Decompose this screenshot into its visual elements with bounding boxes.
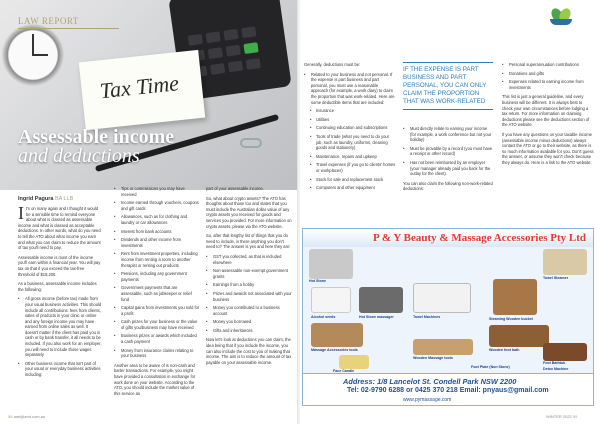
list-item: • Dividends and other income from investments <box>114 237 200 248</box>
product-image <box>489 325 549 347</box>
sub-list-item: • Tools of trade (what you need to do your job, such as laundry, uniforms, cleaning goods and stationery) <box>304 134 396 151</box>
sub-list-item: • Continuing education and subscriptions <box>304 125 396 131</box>
list-item: • Allowances, such as for clothing and laundry or car allowances <box>114 214 200 225</box>
product-image <box>413 283 471 313</box>
bullet-list <box>502 62 594 90</box>
product-label: Hot Stone massager <box>359 315 394 319</box>
product-label: Towel Machines <box>413 315 441 319</box>
paragraph: So, what about crypto assets? The ATO has thoughts about those too and states that you must include the Australian dollar value of any crypto assets you received for goods and services you provided. For more information on crypto assets, please via the ATO website. <box>206 195 292 229</box>
left-column-3 <box>206 186 292 369</box>
pull-quote: IF THE EXPENSE IS PART BUSINESS AND PART PERSONAL, YOU CAN ONLY CLAIM THE PROPORTION THAT WAS WORK-RELATED <box>403 62 493 110</box>
sub-list-item: • Insurance <box>304 108 396 114</box>
sub-list-item: • Computers and other equipment <box>304 185 396 191</box>
product-label: Massage Accessories tools <box>311 348 358 352</box>
bullet-list <box>206 254 292 334</box>
product-label: Detox Machine <box>543 367 569 371</box>
product-image <box>543 249 587 275</box>
list-item: • Income earned through vouchers, coupons and gift cards <box>114 200 200 211</box>
product-image <box>493 279 537 315</box>
list-item: • Expenses related to earning income from investments <box>502 79 594 90</box>
intro-paragraph: It's on many again and I thought it would be a sensible time to remind everyone about what is classed as assessable income and what is classed as acceptable deductions. In other words, what do you need to tell the ATO about what income you earn and what you can claim to reduce the amount of tax you'll need to pay. <box>18 203 101 251</box>
tax-time-card <box>79 50 205 130</box>
product-label: Foot Plate (Non Stone) <box>471 365 510 369</box>
paragraph: part of your assessable income. <box>206 186 264 191</box>
advertisement[interactable] <box>302 228 594 406</box>
product-image <box>413 339 473 355</box>
product-label: Foot Bathtub <box>543 361 566 365</box>
list-item: • Government payments that are assessable, such as jobkeeper or relief fund <box>114 285 200 302</box>
sub-list-item: • Stock for sale and replacement stock <box>304 177 396 183</box>
list-item: • Related to your business and not personal. If the expense is part business and part personal, you must use a reasonable approach (for example, a work diary) to claim the proportion that was work-related. Here are some deductible items that are included: <box>304 72 396 106</box>
alarm-clock-image <box>2 24 64 86</box>
list-item: • Other business income that isn't part of your usual or everyday business activities including: <box>18 361 102 378</box>
paragraph: Generally, deductions must be: <box>304 62 361 67</box>
paragraph: As a business, assessable income includes the following: <box>18 281 97 292</box>
product-image <box>309 249 353 279</box>
list-item: • Personal superannuation contributions <box>502 62 594 68</box>
list-item: • Earnings from a hobby <box>206 282 292 288</box>
sub-list-item: • Maintenance, repairs and upkeep <box>304 154 396 160</box>
list-item: • Non-assessable non-exempt government grants <box>206 268 292 279</box>
hero-image <box>0 0 298 190</box>
association-logo-icon <box>546 6 576 26</box>
right-column-2 <box>403 126 493 196</box>
paragraph: If you have any questions on your taxable income (assessable income minus deductions) always contact the ATO or go to their website, as there is so much information available for you. Don't guess the answer, or assume they won't check because they always do. Here is a link to the ATO website: <box>502 131 594 165</box>
list-item: • Pensions, including any government payments <box>114 271 200 282</box>
bullet-list <box>403 126 493 177</box>
title-line-1: Assessable income <box>18 126 175 148</box>
paragraph: Assessable income is most of the income you'll earn within a financial year. You will pay tax on that if you exceed the tax-free threshold of $18,200. <box>18 254 101 277</box>
paragraph: This list is just a general guideline, and every business will be different. It is always best to check your own circumstances before lodging a tax return. For more information on claiming deductions please see the deductions section of the ATO website. <box>502 94 590 128</box>
list-item: • Gifts and inheritances <box>206 328 292 334</box>
product-label: Wooden Massage tools <box>413 356 453 360</box>
bullet-list <box>18 296 102 377</box>
ad-address: Address: 1/8 Lancelot St. Condell Park NSW 2200 <box>343 377 517 386</box>
list-item: • Interest from bank accounts <box>114 229 200 235</box>
list-item: • Must directly relate to earning your income (for example, a work conference but not your holiday) <box>403 126 493 143</box>
sub-list-item: • Utilities <box>304 117 396 123</box>
title-line-2: and deductions <box>18 145 140 167</box>
folio-label: amt@amt.com.au <box>13 414 46 419</box>
left-folio <box>8 414 45 419</box>
list-item: • Tips or commissions you may have received <box>114 186 200 197</box>
left-column-1 <box>18 203 102 382</box>
ad-footer <box>303 373 593 405</box>
byline <box>18 196 73 202</box>
section-tag: LAW REPORT <box>18 16 79 26</box>
paperclip-icon <box>240 138 262 148</box>
article-title <box>18 128 174 166</box>
product-label: Towel Steamer <box>543 276 569 280</box>
list-item: • Prizes and awards not associated with your business <box>206 291 292 302</box>
product-image <box>339 355 369 369</box>
product-image <box>311 287 351 313</box>
tax-time-card-text: Tax Time <box>98 70 181 104</box>
list-item: • Money from insurance claims relating to your business <box>114 348 200 359</box>
list-item: • GST you collected, as that is included elsewhere <box>206 254 292 265</box>
right-column-3 <box>502 62 594 170</box>
ad-website-link[interactable]: www.pymassage.com <box>403 397 452 403</box>
section-rule <box>18 28 119 29</box>
product-label: Alcohol seeds <box>311 315 336 319</box>
bullet-list <box>114 186 200 359</box>
left-page <box>0 0 298 424</box>
list-item: • Money you contributed to a business account <box>206 305 292 316</box>
product-image <box>543 343 587 361</box>
paragraph: So, after that lengthy list of things that you do need to include, is there anything you don't need to? The answer is yes and here they are: <box>206 233 291 250</box>
list-item: • Money you borrowed <box>206 319 292 325</box>
product-image <box>359 287 403 313</box>
list-item: • Has not been reimbursed by an employer (your manager already paid you back for the outlay for the client). <box>403 160 493 177</box>
page-number: 58 <box>8 414 13 419</box>
paragraph: Now let's look at deductions you can claim, the idea being that if you include the income, you can also include the cost to you of making that income. The aim is to reduce the amount of tax payable on your assessable income. <box>206 337 292 365</box>
list-item: • Must be provable by a record (you must have a receipt or other record) <box>403 146 493 157</box>
ad-title: P & Y Beauty & Massage Accessories Pty Ltd <box>373 232 587 244</box>
list-item: • Capital gains from investments you sold for a profit <box>114 305 200 316</box>
product-image <box>311 323 363 347</box>
ad-contact: Tel: 02-9790 6288 or 0425 370 218 Email: pnyaus@gmail.com <box>347 387 549 394</box>
product-label: Steaming Wooden bucket <box>489 317 533 321</box>
product-label: Face Candle <box>333 369 355 373</box>
folio-label: WINTER 2022 <box>546 414 572 419</box>
drop-cap: I <box>18 203 24 223</box>
paragraph: Another area to be aware of is non-cash and barter transactions. For example, you might have provided a consultation in exchange for work done on your website. According to the ATO, you should include the market value of this service as <box>114 362 196 396</box>
list-item: • Business prizes or awards which included a cash payment <box>114 333 200 344</box>
page-number: 59 <box>572 414 578 419</box>
product-label: Hot Stone <box>309 279 326 283</box>
list-item: • Rent from investment properties, including income from renting a room to another therapist or renting out products <box>114 251 200 268</box>
author-name: Ingrid Pagura <box>18 196 54 202</box>
right-column-1 <box>304 62 396 195</box>
list-item: • Cash prizes for your business or the value of gifts you/business may have received <box>114 319 200 330</box>
bullet-list <box>304 72 396 191</box>
left-column-2 <box>114 186 200 400</box>
author-credentials: BA LLB <box>54 196 74 202</box>
sub-list-item: • Travel expenses (if you go to clients' homes or workplaces) <box>304 162 396 173</box>
paragraph: You can also claim the following non-work-related deductions: <box>403 180 493 192</box>
product-label: Wooden foot bath <box>489 348 520 352</box>
list-item: • Donations and gifts <box>502 71 594 77</box>
right-folio <box>546 414 577 419</box>
list-item: • All gross income (before tax) made from your usual business activities. This should include all contributions: fees from clients, sales of products in your clinic or online and any foreign income you may have earned from online sales as well. It doesn't matter if the client has paid you in cash or by bank transfer, it all needs to be included. If you also work for an employer, you will need to include those wages separately <box>18 296 102 358</box>
